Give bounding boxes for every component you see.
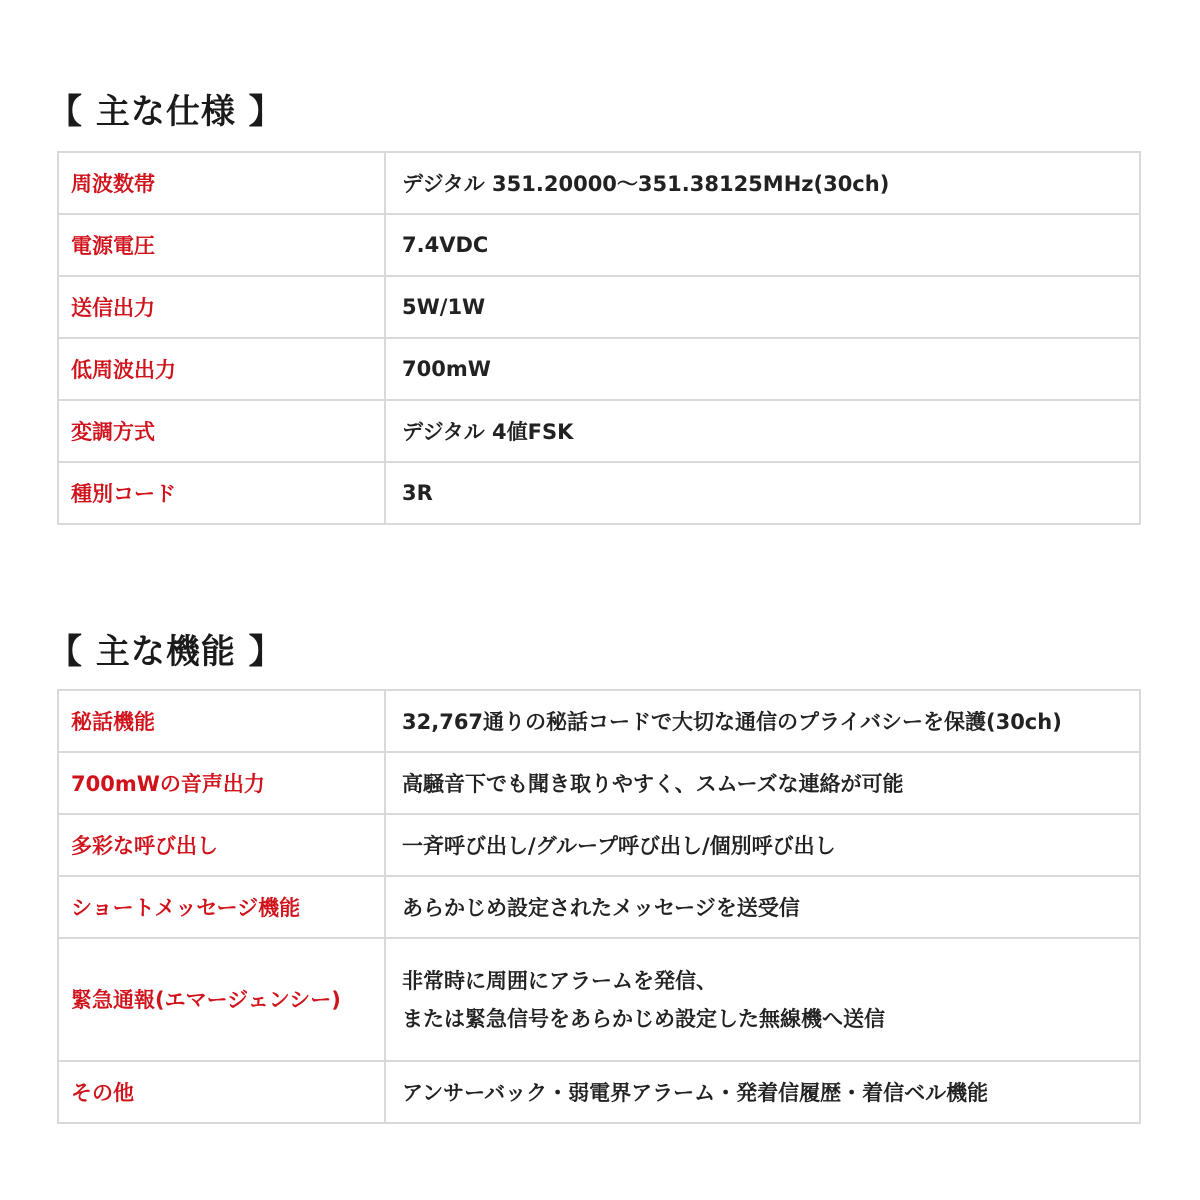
table-row: [58, 876, 1140, 938]
row-label: 送信出力: [58, 276, 385, 338]
table-row: [58, 938, 1140, 1061]
row-label: 周波数帯: [58, 152, 385, 214]
row-value: 5W/1W: [385, 276, 1140, 338]
row-value: 32,767通りの秘話コードで大切な通信のプライバシーを保護(30ch): [385, 690, 1140, 752]
features-heading: 【 主な機能 】: [48, 632, 284, 672]
specs-table: [57, 151, 1141, 525]
row-value-line: または緊急信号をあらかじめ設定した無線機へ送信: [402, 1006, 885, 1031]
row-value: 700mW: [385, 338, 1140, 400]
row-label: 種別コード: [58, 462, 385, 524]
table-row: [58, 152, 1140, 214]
row-value: デジタル 4値FSK: [385, 400, 1140, 462]
row-value: [385, 938, 1140, 1061]
row-label: 緊急通報(エマージェンシー): [58, 938, 385, 1061]
row-label: 700mWの音声出力: [58, 752, 385, 814]
table-row: [58, 462, 1140, 524]
row-value: あらかじめ設定されたメッセージを送受信: [385, 876, 1140, 938]
table-row: [58, 214, 1140, 276]
row-label: 多彩な呼び出し: [58, 814, 385, 876]
table-row: [58, 814, 1140, 876]
specs-heading: 【 主な仕様 】: [48, 92, 284, 132]
row-label: 低周波出力: [58, 338, 385, 400]
row-value: 高騒音下でも聞き取りやすく、スムーズな連絡が可能: [385, 752, 1140, 814]
row-value: アンサーバック・弱電界アラーム・発着信履歴・着信ベル機能: [385, 1061, 1140, 1123]
row-label: 秘話機能: [58, 690, 385, 752]
table-row: [58, 338, 1140, 400]
row-value-line: 非常時に周囲にアラームを発信、: [402, 968, 717, 993]
table-row: [58, 276, 1140, 338]
row-label: 変調方式: [58, 400, 385, 462]
table-row: [58, 400, 1140, 462]
row-value: 一斉呼び出し/グループ呼び出し/個別呼び出し: [385, 814, 1140, 876]
row-label: ショートメッセージ機能: [58, 876, 385, 938]
table-row: [58, 1061, 1140, 1123]
row-value: 7.4VDC: [385, 214, 1140, 276]
row-label: その他: [58, 1061, 385, 1123]
features-table: [57, 689, 1141, 1124]
row-value: デジタル 351.20000〜351.38125MHz(30ch): [385, 152, 1140, 214]
table-row: [58, 690, 1140, 752]
row-value: 3R: [385, 462, 1140, 524]
table-row: [58, 752, 1140, 814]
row-label: 電源電圧: [58, 214, 385, 276]
